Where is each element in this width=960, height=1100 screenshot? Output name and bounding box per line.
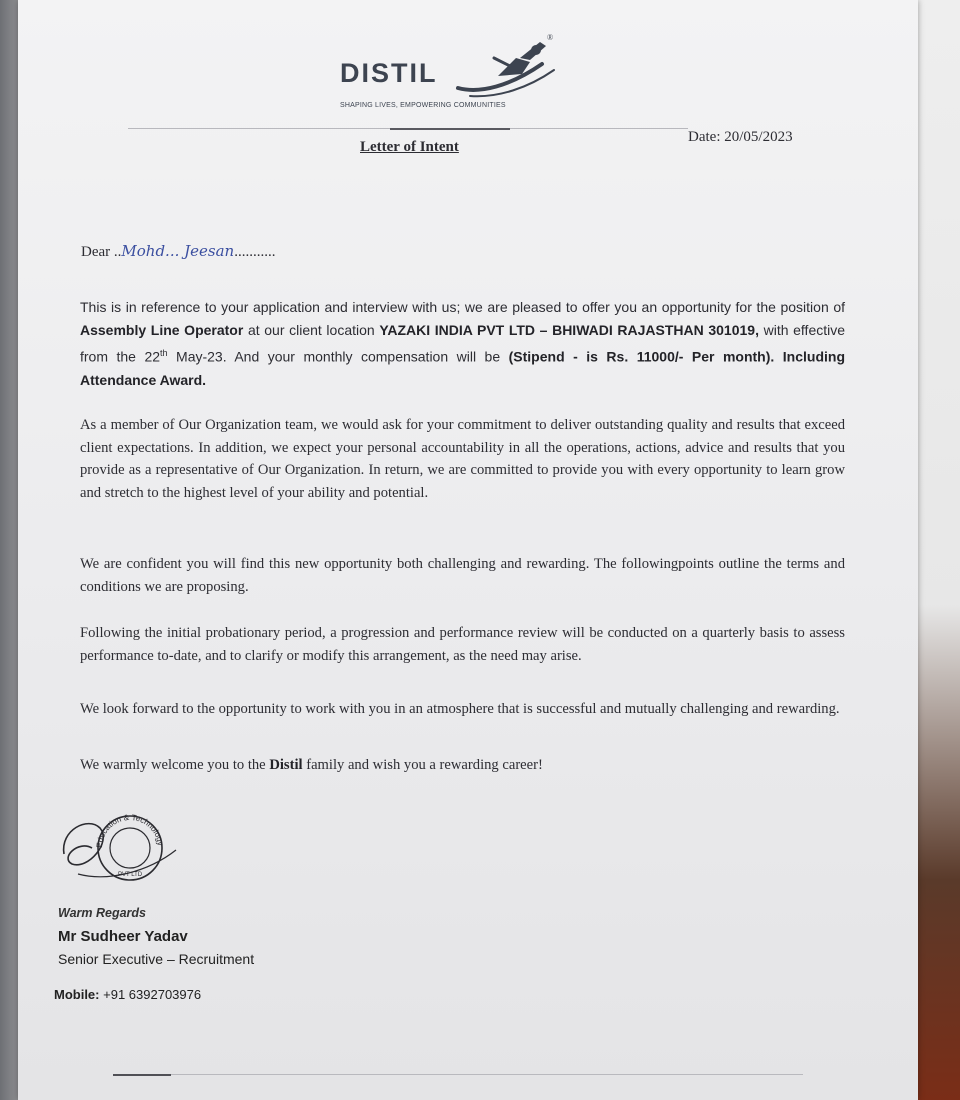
welcome-text-1: We warmly welcome you to the (80, 757, 270, 773)
salutation (81, 242, 275, 261)
footer-rule-accent (113, 1074, 171, 1076)
mobile-number: +91 6392703976 (103, 987, 202, 1002)
offer-text-4: May-23. And your monthly compensation will be (167, 348, 509, 365)
signer-name: Mr Sudheer Yadav (58, 928, 188, 945)
logo-wordmark: DISTIL (340, 58, 438, 88)
client-location: YAZAKI INDIA PVT LTD – BHIWADI RAJASTHAN 301019, (379, 322, 759, 338)
salutation-suffix: ........... (234, 244, 276, 260)
company-logo (340, 28, 580, 118)
stamp-ring-text: Education & Technology (94, 812, 165, 849)
offer-text-3: with effective from the 22 (80, 322, 846, 365)
position-title: Assembly Line Operator (80, 322, 244, 338)
svg-text:Education & Technology (95, 813, 165, 848)
signer-role: Senior Executive – Recruitment (58, 951, 255, 967)
offer-text-1: This is in reference to your application and interview with us; we are pleased to offer you an opportunity for the position of (80, 299, 845, 315)
header-rule-accent (390, 128, 510, 130)
letter-title: Letter of Intent (360, 139, 459, 155)
footer-rule (113, 1074, 803, 1075)
logo-runner-icon (450, 36, 570, 106)
confidence-paragraph: We are confident you will find this new opportunity both challenging and rewarding. The followingpoints outline the terms and conditions we are proposing. (80, 556, 845, 595)
recipient-name: Mohd... Jeesan (121, 242, 235, 260)
signer-mobile (54, 987, 201, 1002)
registered-mark: ® (547, 33, 554, 42)
forward-paragraph: We look forward to the opportunity to work with you in an atmosphere that is successful and mutually challenging and rewarding. (80, 701, 840, 717)
closing-regards: Warm Regards (58, 906, 146, 920)
company-name: Distil (269, 757, 303, 773)
welcome-paragraph (80, 754, 845, 777)
letter-date: Date: 20/05/2023 (688, 129, 793, 145)
mobile-label: Mobile: (54, 987, 100, 1002)
company-stamp (58, 810, 178, 890)
date-superscript: th (160, 348, 168, 358)
letter-page (18, 0, 918, 1100)
offer-text-2: at our client location (243, 322, 380, 338)
salutation-prefix: Dear .. (81, 244, 122, 260)
welcome-text-2: family and wish you a rewarding career! (302, 757, 543, 773)
review-paragraph: Following the initial probationary period, a progression and performance review will be conducted on a quarterly basis to assess performance to-date, and to clarify or modify this arrangement, as the need may arise. (80, 625, 845, 664)
stamp-bottom-text: PVT LTD (118, 872, 143, 878)
stipend-amount: (Stipend - is Rs. 11000/- Per month). Including Attendance Award. (80, 348, 845, 388)
commitment-paragraph: As a member of Our Organization team, we would ask for your commitment to deliver outstanding quality and results that exceed client expectations. In addition, we expect your personal accountability in all the operations, actions, advice and results that you provide as a representative of Our Organization. In return, we are committed to provide you with every opportunity to learn grow and stretch to the highest level of your ability and potential. (80, 417, 845, 501)
offer-paragraph (80, 296, 845, 392)
logo-tagline: SHAPING LIVES, EMPOWERING COMMUNITIES (340, 102, 506, 109)
